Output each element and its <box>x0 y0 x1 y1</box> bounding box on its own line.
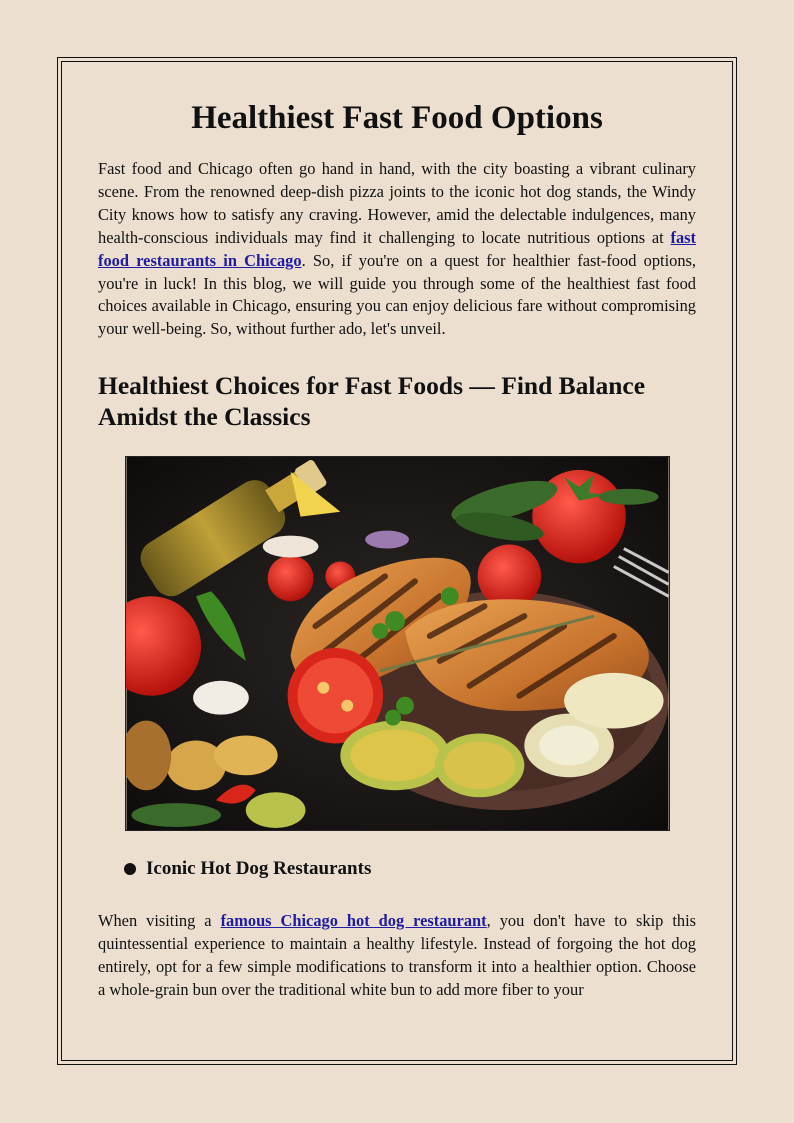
hot-dog-paragraph <box>98 910 696 1002</box>
bullet-heading: Iconic Hot Dog Restaurants <box>146 858 372 880</box>
page-title: Healthiest Fast Food Options <box>191 100 603 136</box>
intro-text-end: . So, if you're on a quest for healthier fast-food options, you're in luck! In this blog, we will guide you through some of the healthiest fast food choices available in Chicago, ensuring you can enjoy delicious fare without compromising your well-being. So, without further ado, let's unveil. <box>98 250 697 339</box>
para2-text-start: When visiting a <box>98 911 221 931</box>
intro-text-start: Fast food and Chicago often go hand in hand, with the city boasting a vibrant culinary scene. From the renowned deep-dish pizza joints to the iconic hot dog stands, the Windy City knows how to satisfy any craving. However, amid the delectable indulgences, many health-conscious individuals may find it challenging to locate nutritious options at <box>98 159 696 247</box>
section-heading: Healthiest Choices for Fast Foods — Find Balance Amidst the Classics <box>98 371 646 432</box>
intro-paragraph <box>98 158 696 341</box>
bullet-item <box>124 857 696 881</box>
document-body <box>98 96 696 1002</box>
grilled-chicken-photo <box>125 456 670 831</box>
fast-food-restaurants-link[interactable]: fast food restaurants in Chicago <box>98 227 696 270</box>
para2-text-end: , you don't have to skip this quintessential experience to maintain a healthy lifestyle. Instead of forgoing the hot dog entirely, opt for a few simple modifications to transform it into a healthier option. Choose a whole-grain bun over the traditional white bun to add more fiber to your <box>98 911 697 999</box>
bullet-dot-icon <box>124 863 136 875</box>
hot-dog-restaurant-link[interactable]: famous Chicago hot dog restaurant <box>220 911 487 931</box>
